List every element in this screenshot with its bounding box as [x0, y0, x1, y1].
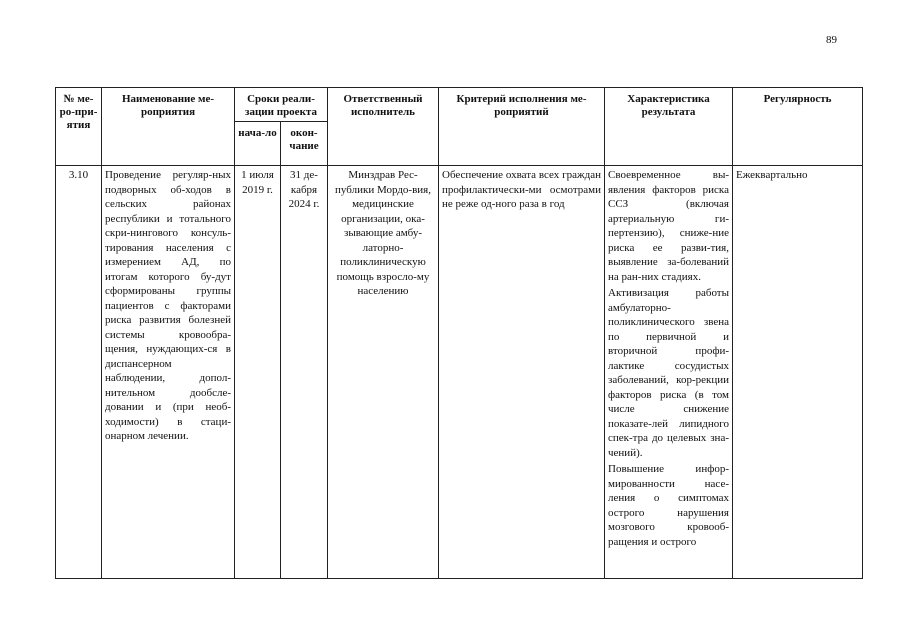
col-header-name: Наименование ме-роприятия	[102, 88, 235, 166]
cell-name: Проведение регуляр-ных подворных об-ходов в сельских районах республики и тотального скри-нингового консуль-тирования населения с измерением АД, по итогам которого бу-дут сформированы группы пациентов с факторами риска развития болезней системы кровообра-щения, нуждающих-ся в диспансерном наблюдении, допол-нительном дообсле-довании и (при необ-ходимости) в стаци-онарном лечении.	[102, 166, 235, 579]
cell-result	[605, 166, 733, 579]
cell-criterion: Обеспечение охвата всех граждан профилактически-ми осмотрами не реже од-ного раза в год	[439, 166, 605, 579]
measures-table	[55, 87, 863, 579]
col-header-start: нача-ло	[235, 122, 281, 166]
col-header-end: окон-чание	[281, 122, 328, 166]
cell-end: 31 де-кабря 2024 г.	[281, 166, 328, 579]
result-paragraph: Активизация работы амбулаторно-поликлинического звена по первичной и вторичной профи-лактике сосудистых заболеваний, кор-рекции факторов риска (в том числе снижение показате-лей липидного спек-тра до целевых зна-чений).	[608, 287, 729, 459]
page-number: 89	[826, 34, 837, 46]
cell-responsible: Минздрав Рес-публики Мордо-вия, медицинские организации, ока-зывающие амбу-латорно-поликлиническую помощь взросло-му населению	[328, 166, 439, 579]
col-header-regularity: Регулярность	[733, 88, 863, 166]
cell-number: 3.10	[56, 166, 102, 579]
col-header-number: № ме-ро-при-ятия	[56, 88, 102, 166]
table-row	[56, 166, 863, 579]
col-header-criterion: Критерий исполнения ме-роприятий	[439, 88, 605, 166]
result-paragraph: Своевременное вы-явления факторов риска ССЗ (включая артериальную ги-пертензию), сниже-ние риска ее разви-тия, выявление за-болеваний на ран-них стадиях.	[608, 169, 729, 283]
cell-regularity: Ежеквартально	[733, 166, 863, 579]
col-header-terms: Сроки реали-зации проекта	[235, 88, 328, 122]
cell-start: 1 июля 2019 г.	[235, 166, 281, 579]
col-header-result: Характеристика результата	[605, 88, 733, 166]
col-header-responsible: Ответственный исполнитель	[328, 88, 439, 166]
result-paragraph: Повышение инфор-мированности насе-ления о симптомах острого нарушения мозгового кровооб-ращения и острого	[608, 463, 729, 548]
